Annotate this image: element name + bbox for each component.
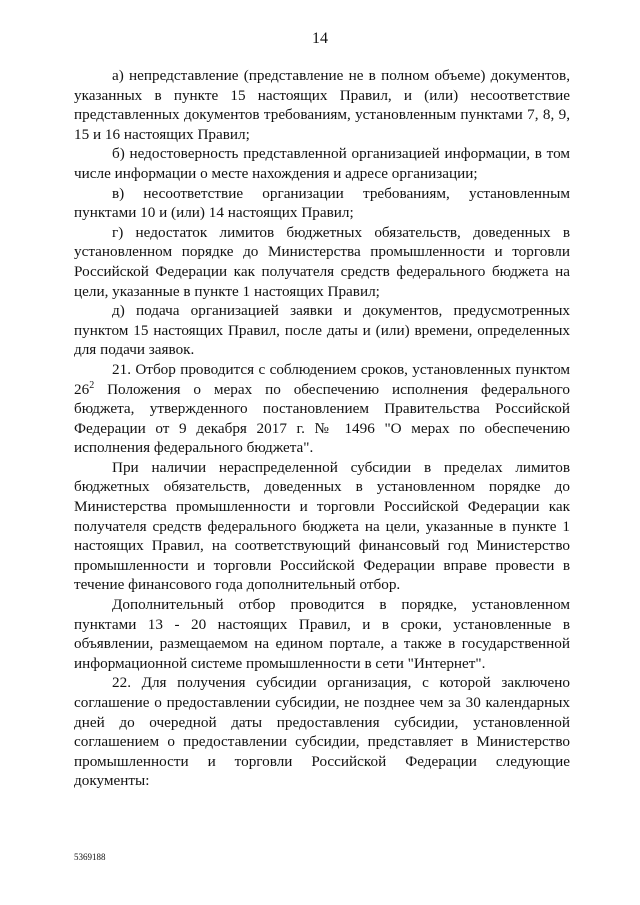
paragraph-additional-selection: Дополнительный отбор проводится в порядке, установленном пунктами 13 - 20 настоящих Правил, и в сроки, установленные в объявлении, размещаемом на едином портале, а также в государственной информационной системе промышленности в сети "Интернет". xyxy=(74,596,570,672)
paragraph-21-end: Положения о мерах по обеспечению исполнения федерального бюджета, утвержденного постановлением Правительства Российской Федерации от 9 декабря 2017 г. № 1496 "О мерах по обеспечению исполнения федерального бюджета". xyxy=(74,380,570,457)
paragraph-22: 22. Для получения субсидии организация, с которой заключено соглашение о предоставлении субсидии, не позднее чем за 30 календарных дней до очередной даты предоставления субсидии, установленной соглашением о предоставлении субсидии, представляет в Министерство промышленности и торговли Российской Федерации следующие документы: xyxy=(74,674,570,790)
paragraph-b: б) недостоверность представленной организацией информации, в том числе информации о месте нахождения и адресе организации; xyxy=(74,145,570,182)
document-body xyxy=(74,66,570,791)
superscript-footnote: 2 xyxy=(89,379,95,391)
paragraph-21 xyxy=(74,360,570,458)
paragraph-d: д) подача организацией заявки и документов, предусмотренных пунктом 15 настоящих Правил, после даты и (или) времени, определенных для подачи заявок. xyxy=(74,302,570,359)
paragraph-21-start: 21. Отбор проводится с соблюдением сроков, установленных пунктом 26 xyxy=(74,360,570,398)
page-number: 14 xyxy=(312,30,328,47)
paragraph-v: в) несоответствие организации требованиям, установленным пунктами 10 и (или) 14 настоящих Правил; xyxy=(74,184,570,222)
paragraph-unallocated-subsidy: При наличии нераспределенной субсидии в пределах лимитов бюджетных обязательств, доведенных в установленном порядке до Министерства промышленности и торговли Российской Федерации как получателя средств федерального бюджета на цели, указанные в пункте 1 настоящих Правил, на соответствующий финансовый год Министерство промышленности и торговли Российской Федерации вправе провести в течение финансового года дополнительный отбор. xyxy=(74,458,570,594)
paragraph-g: г) недостаток лимитов бюджетных обязательств, доведенных в установленном порядке до Министерства промышленности и торговли Российской Федерации как получателя средств федерального бюджета на цели, указанные в пункте 1 настоящих Правил; xyxy=(74,223,570,300)
document-code: 5369188 xyxy=(74,852,106,862)
paragraph-a: а) непредставление (представление не в полном объеме) документов, указанных в пункте 15 настоящих Правил, и (или) несоответствие представленных документов требованиям, установленным пунктами 7, 8, 9, 15 и 16 настоящих Правил; xyxy=(74,67,570,143)
